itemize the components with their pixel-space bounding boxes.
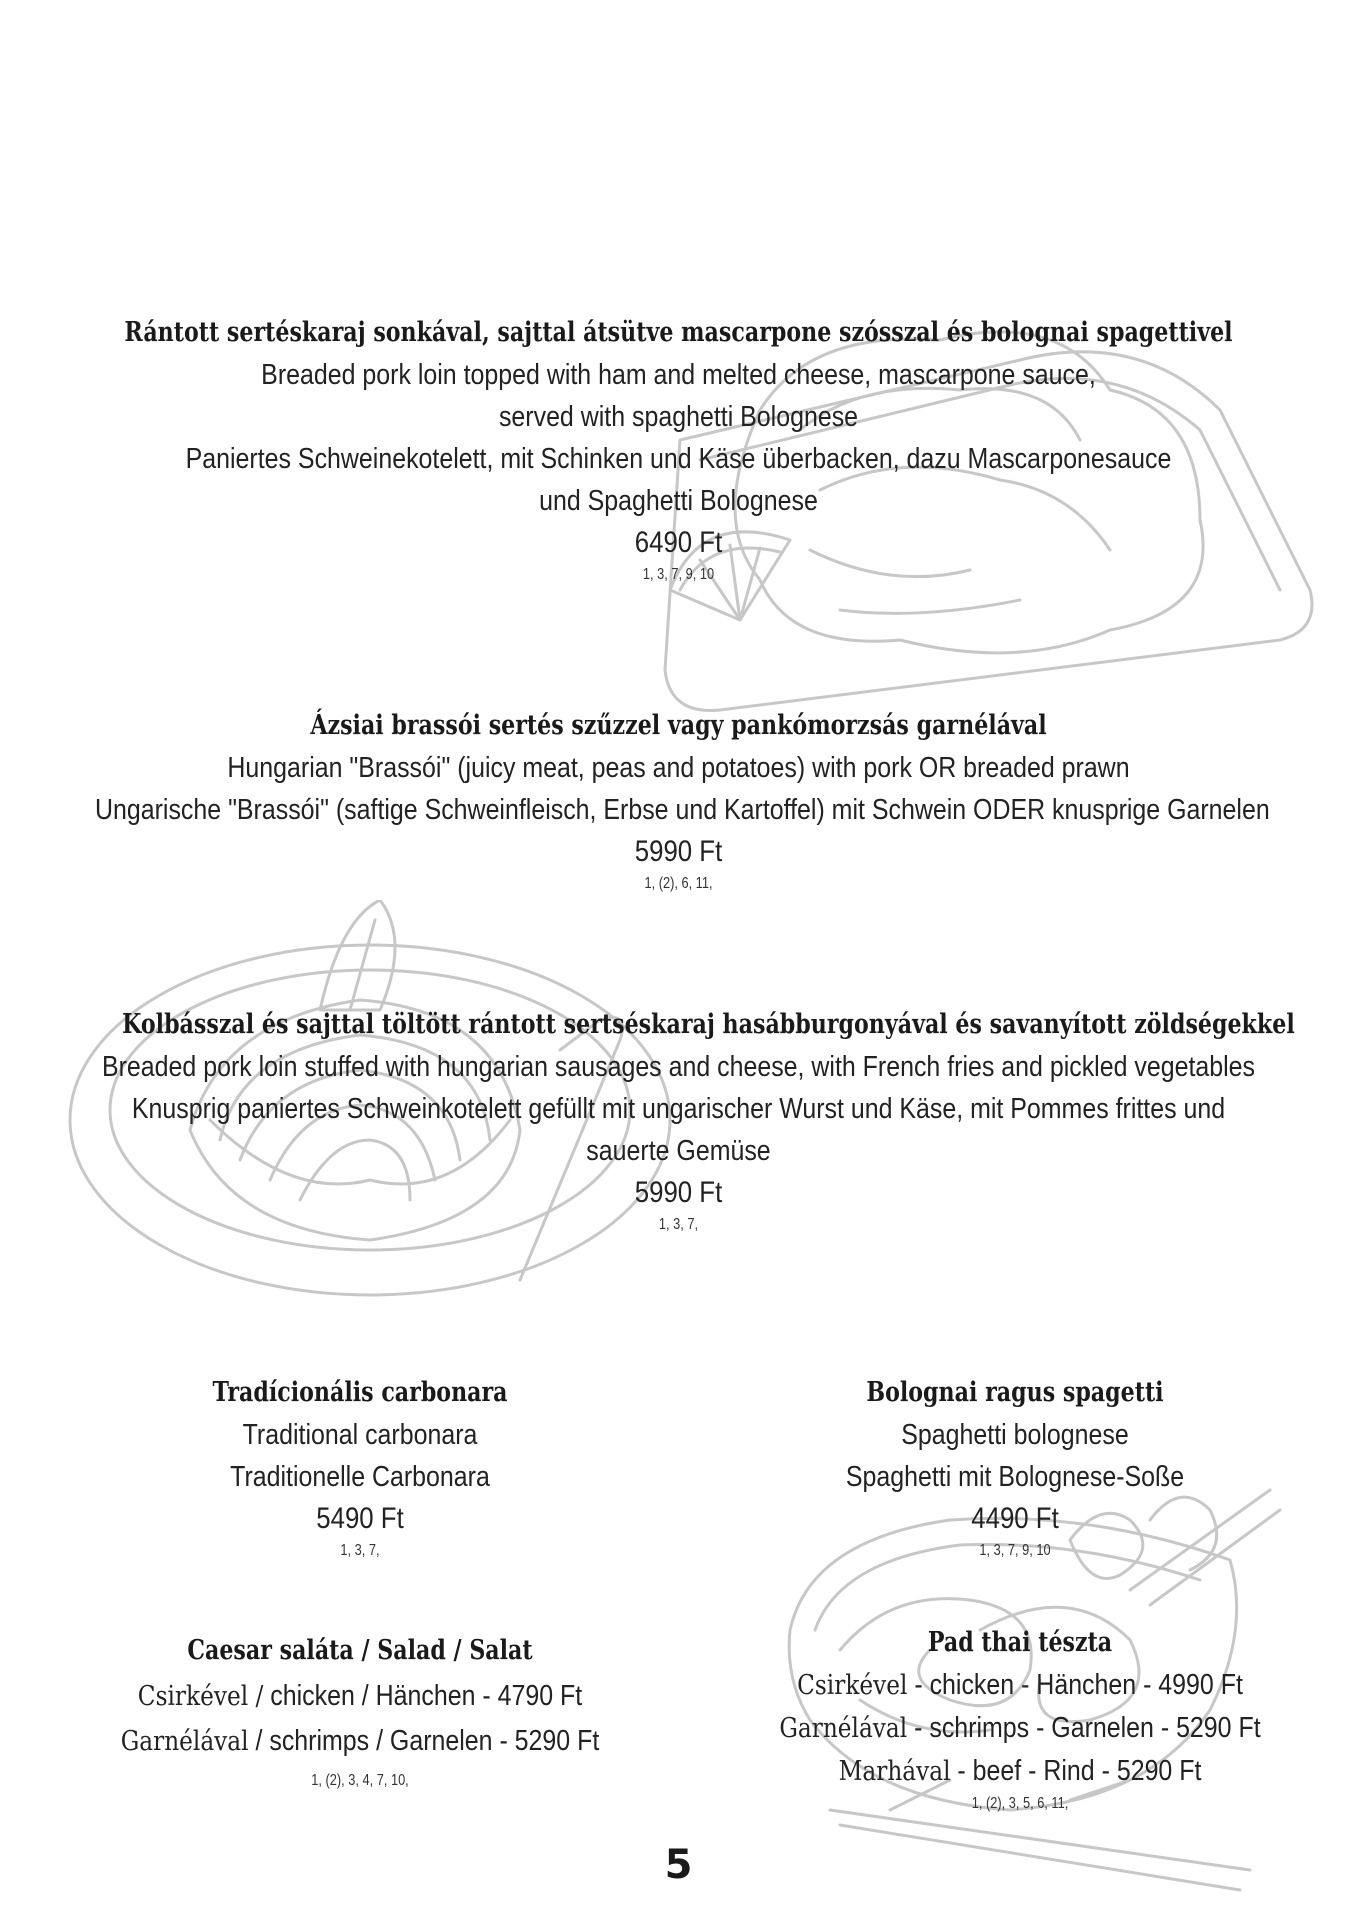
dish-description-line: Breaded pork loin stuffed with hungarian sausages and cheese, with French fries and pickled vegetables xyxy=(101,1051,1256,1083)
dish-4 xyxy=(80,1372,640,1562)
dish-price: 5990 Ft xyxy=(634,1176,723,1209)
dish-price: 5990 Ft xyxy=(634,835,723,868)
option-detail: - chicken - Hänchen - 4990 Ft xyxy=(907,1669,1243,1701)
dish-description-line: Knusprig paniertes Schweinkotelett gefüllt mit ungarischer Wurst und Käse, mit Pommes frittes und xyxy=(131,1093,1226,1125)
dish-description-line: Spaghetti bolognese xyxy=(901,1419,1129,1451)
dish-description-line: Breaded pork loin topped with ham and melted cheese, mascarpone sauce, xyxy=(261,359,1096,391)
option-detail: / schrimps / Garnelen - 5290 Ft xyxy=(248,1725,600,1757)
dish-allergens: 1, 3, 7, xyxy=(658,1216,699,1233)
dish-price: 4490 Ft xyxy=(971,1502,1059,1535)
option-label: Garnélával xyxy=(120,1726,249,1757)
dish-description-line: Hungarian "Brassói" (juicy meat, peas and potatoes) with pork OR breaded prawn xyxy=(227,752,1130,784)
dish-title: Tradícionális carbonara xyxy=(212,1377,508,1408)
dish-allergens: 1, 3, 7, 9, 10 xyxy=(979,1542,1051,1559)
dish-title: Bolognai ragus spagetti xyxy=(866,1377,1164,1408)
dish-5 xyxy=(735,1372,1295,1562)
dish-option xyxy=(745,1750,1295,1793)
dish-title: Caesar saláta / Salad / Salat xyxy=(187,1635,533,1666)
dish-allergens: 1, (2), 3, 5, 6, 11, xyxy=(971,1795,1069,1812)
option-label: Marhával xyxy=(838,1756,951,1787)
option-label: Csirkével / xyxy=(137,1681,264,1712)
dish-price: 6490 Ft xyxy=(634,526,723,559)
dish-2 xyxy=(0,705,1357,895)
option-label: Garnélával xyxy=(779,1713,908,1744)
dish-description-line: Ungarische "Brassói" (saftige Schweinfleisch, Erbse und Kartoffel) mit Schwein ODER knusprige Garnelen xyxy=(94,794,1270,826)
dish-title: Rántott sertéskaraj sonkával, sajttal átsütve mascarpone szósszal és bolognai spagettivel xyxy=(124,317,1233,348)
dish-allergens: 1, (2), 6, 11, xyxy=(644,875,713,892)
dish-price: 5490 Ft xyxy=(316,1502,404,1535)
dish-description-line: Traditional carbonara xyxy=(242,1419,478,1451)
pad-thai xyxy=(700,1622,1340,1815)
dish-title: Ázsiai brassói sertés szűzzel vagy pankómorzsás garnélával xyxy=(310,710,1047,741)
dish-option xyxy=(93,1719,626,1764)
page-number: 5 xyxy=(664,1842,693,1888)
dish-description-line: Traditionelle Carbonara xyxy=(230,1461,490,1493)
dish-1 xyxy=(0,312,1357,586)
dish-description-line: und Spaghetti Bolognese xyxy=(539,485,818,517)
caesar-salad xyxy=(50,1628,670,1792)
dish-allergens: 1, 3, 7, 9, 10 xyxy=(642,566,715,583)
option-detail: - beef - Rind - 5290 Ft xyxy=(950,1755,1202,1787)
dish-title: Pad thai tészta xyxy=(927,1627,1113,1658)
dish-description-line: sauerte Gemüse xyxy=(586,1135,771,1167)
dish-description-line: served with spaghetti Bolognese xyxy=(498,401,859,433)
option-detail: - schrimps - Garnelen - 5290 Ft xyxy=(907,1712,1261,1744)
dish-option xyxy=(745,1707,1295,1750)
option-detail: chicken / Hänchen - 4790 Ft xyxy=(263,1680,583,1712)
dish-title: Kolbásszal és sajttal töltött rántott sertséskaraj hasábburgonyával és savanyított zöldségekkel xyxy=(122,1009,1295,1040)
dish-option xyxy=(745,1664,1295,1707)
dish-allergens: 1, (2), 3, 4, 7, 10, xyxy=(311,1772,409,1789)
dish-3 xyxy=(0,1004,1357,1236)
dish-description-line: Paniertes Schweinekotelett, mit Schinken und Käse überbacken, dazu Mascarponesauce xyxy=(185,443,1172,475)
dish-allergens: 1, 3, 7, xyxy=(340,1542,380,1559)
dish-description-line: Spaghetti mit Bolognese-Soße xyxy=(845,1461,1185,1493)
dish-option xyxy=(93,1674,626,1719)
option-label: Csirkével xyxy=(797,1670,908,1701)
